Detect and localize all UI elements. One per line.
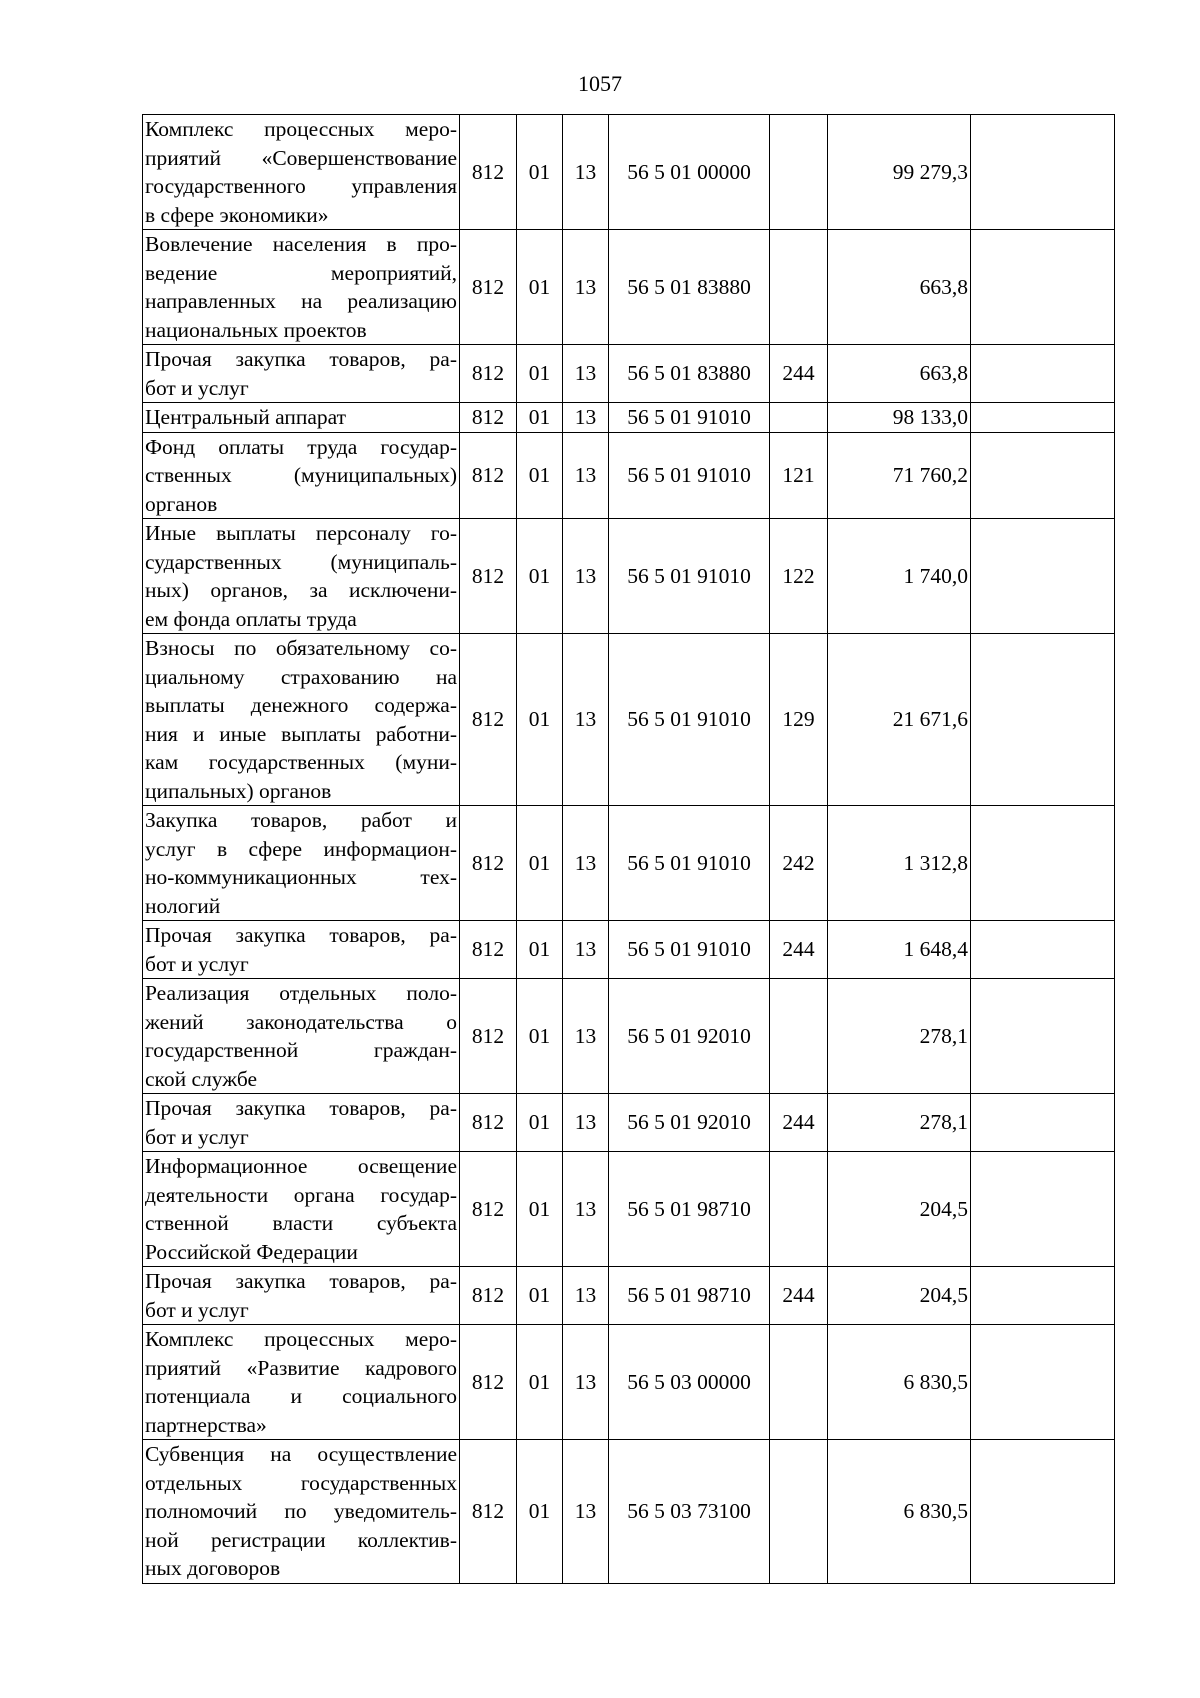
table-row	[143, 634, 1115, 806]
cell-rz: 01	[517, 230, 563, 345]
cell-cs: 56 5 01 91010	[609, 432, 770, 519]
cell-name-line: органов	[145, 491, 218, 516]
cell-name-line: отдельных государственных	[145, 1470, 457, 1495]
cell-name	[143, 230, 460, 345]
cell-name-line: Закупка товаров, работ и	[145, 808, 457, 832]
cell-vr	[770, 230, 828, 345]
table-row	[143, 432, 1115, 519]
cell-sum: 21 671,6	[828, 634, 971, 806]
cell-gr: 812	[460, 115, 517, 230]
cell-name	[143, 432, 460, 519]
cell-cs: 56 5 01 98710	[609, 1267, 770, 1325]
cell-cs: 56 5 01 83880	[609, 230, 770, 345]
page-number: 1057	[578, 71, 622, 96]
cell-name-line: Информационное освещение	[145, 1154, 457, 1178]
cell-name	[143, 1152, 460, 1267]
cell-sum: 99 279,3	[828, 115, 971, 230]
cell-name	[143, 1325, 460, 1440]
cell-name-line: государственной граждан-	[145, 1038, 457, 1062]
cell-rz: 01	[517, 519, 563, 634]
cell-empty	[971, 1440, 1115, 1584]
cell-empty	[971, 1094, 1115, 1152]
cell-rz: 01	[517, 1440, 563, 1584]
table-row	[143, 1267, 1115, 1325]
cell-cs: 56 5 01 91010	[609, 634, 770, 806]
cell-sum: 6 830,5	[828, 1325, 971, 1440]
cell-rz: 01	[517, 1152, 563, 1267]
cell-name-line: ных договоров	[145, 1556, 281, 1580]
cell-name	[143, 806, 460, 921]
cell-gr: 812	[460, 921, 517, 979]
table-row	[143, 230, 1115, 345]
cell-name	[143, 345, 460, 403]
cell-vr: 129	[770, 634, 828, 806]
cell-vr: 244	[770, 1267, 828, 1325]
cell-name-line: потенциала и социального	[145, 1384, 457, 1408]
cell-rz: 01	[517, 432, 563, 519]
cell-empty	[971, 230, 1115, 345]
cell-sum: 71 760,2	[828, 432, 971, 519]
cell-name-line: Комплекс процессных меро-	[145, 1327, 457, 1351]
cell-empty	[971, 806, 1115, 921]
cell-name-line: нологий	[145, 893, 221, 918]
table-row	[143, 345, 1115, 403]
cell-name-line: циальному страхованию на	[145, 664, 457, 689]
cell-pr: 13	[563, 432, 609, 519]
cell-gr: 812	[460, 1267, 517, 1325]
cell-name	[143, 921, 460, 979]
cell-name-line: деятельности органа государ-	[145, 1182, 457, 1207]
cell-cs: 56 5 01 00000	[609, 115, 770, 230]
cell-name-line: Комплекс процессных меро-	[145, 117, 457, 141]
cell-name-line: Субвенция на осуществление	[145, 1442, 457, 1466]
budget-table	[142, 114, 1115, 1584]
cell-gr: 812	[460, 979, 517, 1094]
cell-name-line: ной регистрации коллектив-	[145, 1527, 457, 1552]
cell-name-line: Иные выплаты персоналу го-	[145, 521, 457, 545]
table-row	[143, 979, 1115, 1094]
cell-name	[143, 1094, 460, 1152]
cell-name	[143, 115, 460, 230]
cell-name-line: направленных на реализацию	[145, 289, 457, 313]
cell-name-line: ственных (муниципальных)	[145, 463, 457, 487]
cell-pr: 13	[563, 806, 609, 921]
cell-vr	[770, 1152, 828, 1267]
cell-pr: 13	[563, 115, 609, 230]
budget-table-body	[143, 115, 1115, 1584]
cell-pr: 13	[563, 345, 609, 403]
cell-pr: 13	[563, 1440, 609, 1584]
cell-name-line: жений законодательства о	[145, 1009, 457, 1034]
cell-gr: 812	[460, 1440, 517, 1584]
cell-name-line: ципальных) органов	[145, 778, 332, 803]
cell-name-line: бот и услуг	[145, 951, 249, 976]
table-row	[143, 115, 1115, 230]
cell-empty	[971, 115, 1115, 230]
cell-name-line: Прочая закупка товаров, ра-	[145, 923, 457, 947]
cell-pr: 13	[563, 979, 609, 1094]
cell-cs: 56 5 03 00000	[609, 1325, 770, 1440]
cell-name-line: государственного управления	[145, 174, 457, 198]
cell-name-line: в сфере экономики»	[145, 202, 329, 227]
cell-vr	[770, 115, 828, 230]
cell-name-line: Прочая закупка товаров, ра-	[145, 347, 457, 371]
cell-name-line: приятий «Развитие кадрового	[145, 1355, 457, 1380]
cell-sum: 98 133,0	[828, 403, 971, 433]
table-row	[143, 806, 1115, 921]
cell-name-line: выплаты денежного содержа-	[145, 693, 457, 717]
cell-name	[143, 1440, 460, 1584]
cell-gr: 812	[460, 634, 517, 806]
cell-pr: 13	[563, 634, 609, 806]
cell-name-line: Взносы по обязательному со-	[145, 636, 457, 660]
cell-rz: 01	[517, 403, 563, 433]
cell-name-line: партнерства»	[145, 1412, 267, 1437]
cell-rz: 01	[517, 634, 563, 806]
cell-name-line: национальных проектов	[145, 317, 367, 342]
cell-name-line: Прочая закупка товаров, ра-	[145, 1269, 457, 1293]
cell-vr	[770, 403, 828, 433]
cell-vr: 242	[770, 806, 828, 921]
cell-cs: 56 5 01 91010	[609, 403, 770, 433]
cell-name-line: ния и иные выплаты работни-	[145, 721, 457, 746]
cell-cs: 56 5 01 91010	[609, 921, 770, 979]
table-row	[143, 519, 1115, 634]
cell-pr: 13	[563, 1325, 609, 1440]
cell-empty	[971, 979, 1115, 1094]
cell-rz: 01	[517, 806, 563, 921]
cell-cs: 56 5 01 92010	[609, 979, 770, 1094]
cell-sum: 663,8	[828, 230, 971, 345]
cell-pr: 13	[563, 519, 609, 634]
cell-vr: 244	[770, 921, 828, 979]
cell-rz: 01	[517, 1267, 563, 1325]
cell-gr: 812	[460, 519, 517, 634]
table-row	[143, 403, 1115, 433]
cell-name-line: ственной власти субъекта	[145, 1211, 457, 1235]
cell-empty	[971, 634, 1115, 806]
cell-pr: 13	[563, 1094, 609, 1152]
cell-gr: 812	[460, 345, 517, 403]
cell-gr: 812	[460, 1325, 517, 1440]
cell-name-line: услуг в сфере информацион-	[145, 836, 457, 861]
cell-cs: 56 5 01 98710	[609, 1152, 770, 1267]
cell-name-line: ных) органов, за исключени-	[145, 578, 457, 602]
cell-sum: 278,1	[828, 1094, 971, 1152]
cell-name-line: Фонд оплаты труда государ-	[145, 434, 457, 459]
cell-gr: 812	[460, 806, 517, 921]
cell-name-line: полномочий по уведомитель-	[145, 1499, 457, 1523]
cell-empty	[971, 921, 1115, 979]
cell-empty	[971, 519, 1115, 634]
table-row	[143, 1325, 1115, 1440]
cell-cs: 56 5 01 83880	[609, 345, 770, 403]
cell-pr: 13	[563, 230, 609, 345]
cell-name	[143, 519, 460, 634]
cell-name	[143, 634, 460, 806]
cell-name-line: бот и услуг	[145, 1124, 249, 1149]
cell-empty	[971, 1325, 1115, 1440]
cell-vr: 121	[770, 432, 828, 519]
cell-rz: 01	[517, 1094, 563, 1152]
cell-name-line: сударственных (муниципаль-	[145, 549, 457, 574]
cell-name	[143, 1267, 460, 1325]
cell-pr: 13	[563, 1152, 609, 1267]
cell-cs: 56 5 01 91010	[609, 806, 770, 921]
cell-gr: 812	[460, 1094, 517, 1152]
cell-sum: 204,5	[828, 1267, 971, 1325]
cell-name-line: бот и услуг	[145, 375, 249, 400]
cell-name-line: Центральный аппарат	[145, 405, 347, 429]
cell-sum: 663,8	[828, 345, 971, 403]
cell-name	[143, 403, 460, 433]
cell-name-line: приятий «Совершенствование	[145, 145, 457, 170]
cell-sum: 6 830,5	[828, 1440, 971, 1584]
cell-sum: 204,5	[828, 1152, 971, 1267]
cell-vr	[770, 1325, 828, 1440]
cell-sum: 1 312,8	[828, 806, 971, 921]
cell-gr: 812	[460, 230, 517, 345]
cell-name-line: ем фонда оплаты труда	[145, 606, 357, 631]
cell-sum: 1 648,4	[828, 921, 971, 979]
cell-name-line: кам государственных (муни-	[145, 750, 457, 774]
cell-gr: 812	[460, 1152, 517, 1267]
cell-vr: 244	[770, 345, 828, 403]
cell-vr	[770, 979, 828, 1094]
cell-empty	[971, 403, 1115, 433]
cell-rz: 01	[517, 921, 563, 979]
cell-gr: 812	[460, 432, 517, 519]
cell-pr: 13	[563, 403, 609, 433]
cell-rz: 01	[517, 345, 563, 403]
table-row	[143, 921, 1115, 979]
cell-cs: 56 5 03 73100	[609, 1440, 770, 1584]
cell-sum: 278,1	[828, 979, 971, 1094]
cell-name	[143, 979, 460, 1094]
cell-empty	[971, 345, 1115, 403]
cell-pr: 13	[563, 921, 609, 979]
cell-name-line: Вовлечение населения в про-	[145, 232, 457, 256]
cell-name-line: Российской Федерации	[145, 1239, 358, 1264]
cell-empty	[971, 432, 1115, 519]
cell-vr: 122	[770, 519, 828, 634]
cell-empty	[971, 1267, 1115, 1325]
cell-name-line: Реализация отдельных поло-	[145, 981, 457, 1005]
cell-empty	[971, 1152, 1115, 1267]
cell-name-line: бот и услуг	[145, 1297, 249, 1322]
cell-rz: 01	[517, 115, 563, 230]
table-row	[143, 1152, 1115, 1267]
cell-pr: 13	[563, 1267, 609, 1325]
cell-cs: 56 5 01 92010	[609, 1094, 770, 1152]
cell-sum: 1 740,0	[828, 519, 971, 634]
cell-rz: 01	[517, 979, 563, 1094]
cell-gr: 812	[460, 403, 517, 433]
table-row	[143, 1440, 1115, 1584]
cell-rz: 01	[517, 1325, 563, 1440]
cell-name-line: но-коммуникационных тех-	[145, 865, 457, 889]
cell-cs: 56 5 01 91010	[609, 519, 770, 634]
cell-name-line: ведение мероприятий,	[145, 260, 457, 285]
cell-vr: 244	[770, 1094, 828, 1152]
table-row	[143, 1094, 1115, 1152]
cell-vr	[770, 1440, 828, 1584]
cell-name-line: Прочая закупка товаров, ра-	[145, 1096, 457, 1120]
cell-name-line: ской службе	[145, 1066, 258, 1091]
